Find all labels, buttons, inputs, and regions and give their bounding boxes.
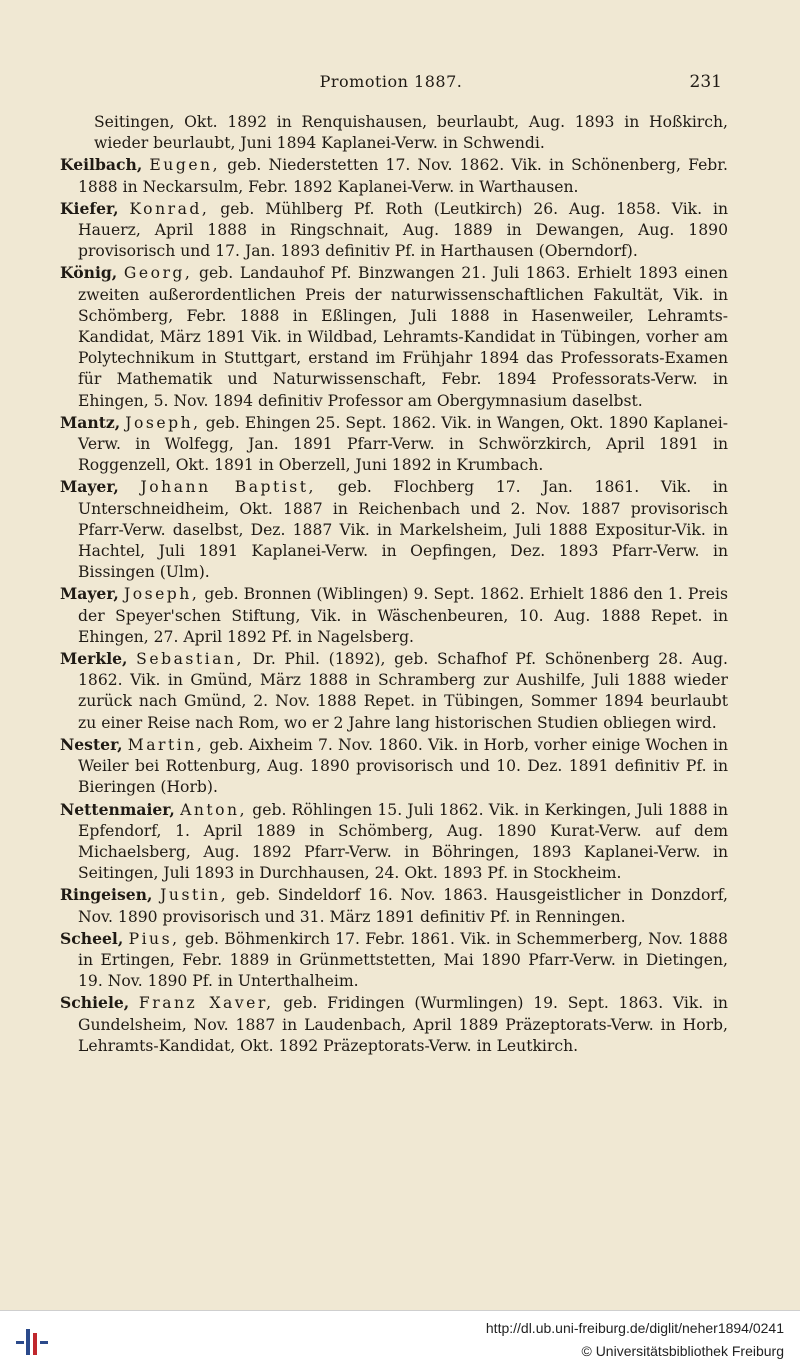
entry-continuation bbox=[60, 112, 728, 154]
entry-given-name: Joseph, bbox=[125, 413, 201, 432]
entry-given-name: Pius, bbox=[128, 929, 180, 948]
entry-surname: Nettenmaier, bbox=[60, 799, 175, 819]
entry-text: geb. Mühlberg Pf. Roth (Leutkirch) 26. Aug. 1858. Vik. in Hauerz, April 1888 in Ringschnait, Aug. 1889 in Dewangen, Aug. 1890 provisorisch und 17. Jan. 1893 definitiv Pf. in Harthausen (Oberndorf). bbox=[78, 199, 729, 261]
register-entries bbox=[60, 112, 728, 1057]
entry-surname: König, bbox=[60, 263, 118, 283]
entry-kiefer bbox=[60, 198, 728, 263]
entry-koenig bbox=[60, 262, 728, 411]
entry-given-name: Franz Xaver, bbox=[138, 994, 274, 1013]
library-logo-icon[interactable] bbox=[14, 1323, 50, 1359]
entry-nettenmaier bbox=[60, 799, 728, 885]
entry-schiele bbox=[60, 992, 728, 1057]
entry-text: geb. Böhmenkirch 17. Febr. 1861. Vik. in Schemmerberg, Nov. 1888 in Ertingen, Febr. 1889 in Grünmettstetten, Mai 1890 Pfarr-Verw. in Dietingen, 19. Nov. 1890 Pf. in Unterthalheim. bbox=[78, 929, 728, 991]
entry-given-name: Johann Baptist, bbox=[140, 478, 317, 497]
entry-given-name: Konrad, bbox=[129, 199, 210, 218]
entry-given-name: Joseph, bbox=[123, 585, 200, 604]
entry-text: geb. Fridingen (Wurmlingen) 19. Sept. 1863. Vik. in Gundelsheim, Nov. 1887 in Laudenbach, April 1889 Präzeptorats-Verw. in Horb, Lehramts-Kandidat, Okt. 1892 Präzeptorats-Verw. in Leutkirch. bbox=[78, 994, 728, 1055]
entry-text: geb. Röhlingen 15. Juli 1862. Vik. in Kerkingen, Juli 1888 in Epfendorf, 1. April 1889 in Schömberg, Aug. 1890 Kurat-Verw. auf dem Michaelsberg, Aug. 1892 Pfarr-Verw. in Böhringen, 1893 Kaplanei-Verw. in Seitingen, Juli 1893 in Durchhausen, 24. Okt. 1893 Pf. in Stockheim. bbox=[78, 800, 728, 883]
entry-surname: Schiele, bbox=[60, 993, 130, 1013]
entry-surname: Kiefer, bbox=[60, 198, 119, 218]
entry-text: Dr. Phil. (1892), geb. Schafhof Pf. Schönenberg 28. Aug. 1862. Vik. in Gmünd, März 1888 in Schramberg zur Aushilfe, Juli 1888 wieder zurück nach Gmünd, 2. Nov. 1888 Repet. in Tübingen, Sommer 1894 beurlaubt zu einer Reise nach Rom, wo er 2 Jahre lang historischen Studien obliegen wird. bbox=[78, 650, 728, 732]
entry-surname: Ringeisen, bbox=[60, 885, 153, 905]
source-url-link[interactable]: http://dl.ub.uni-freiburg.de/diglit/neher1894/0241 bbox=[485, 1320, 784, 1336]
entry-surname: Mantz, bbox=[60, 412, 121, 432]
entry-surname: Mayer, bbox=[60, 477, 119, 497]
entry-text: geb. Niederstetten 17. Nov. 1862. Vik. in Schönenberg, Febr. 1888 in Neckarsulm, Febr. 1892 Kaplanei-Verw. in Warthausen. bbox=[78, 156, 728, 196]
entry-surname: Scheel, bbox=[60, 928, 124, 948]
entry-given-name: Anton, bbox=[180, 800, 248, 819]
entry-given-name: Martin, bbox=[127, 735, 205, 754]
page-number: 231 bbox=[689, 72, 722, 92]
entry-text: geb. Sindeldorf 16. Nov. 1863. Hausgeistlicher in Donzdorf, Nov. 1890 provisorisch und 31. März 1891 definitiv Pf. in Renningen. bbox=[78, 886, 728, 926]
entry-text: geb. Landauhof Pf. Binzwangen 21. Juli 1863. Erhielt 1893 einen zweiten außerordentlichen Preis der naturwissenschaftlichen Fakultät, Vik. in Schömberg, Febr. 1888 in Eßlingen, Juli 1888 in Hasenweiler, Lehramts-Kandidat, März 1891 Vik. in Wildbad, Lehramts-Kandidat in Tübingen, vorher am Polytechnikum in Stuttgart, erstand im Frühjahr 1894 das Professorats-Examen für Mathematik und Naturwissenschaft, Febr. 1894 Professorats-Verw. in Ehingen, 5. Nov. 1894 definitiv Professor am Obergymnasium daselbst. bbox=[78, 264, 728, 410]
copyright-notice: © Universitätsbibliothek Freiburg bbox=[581, 1343, 784, 1359]
entry-scheel bbox=[60, 928, 728, 993]
entry-text: geb. Flochberg 17. Jan. 1861. Vik. in Unterschneidheim, Okt. 1887 in Reichenbach und 2. Nov. 1887 provisorisch Pfarr-Verw. daselbst, Dez. 1887 Vik. in Markelsheim, Juli 1888 Expositur-Vik. in Hachtel, Juli 1891 Kaplanei-Verw. in Oepfingen, Dez. 1893 Pfarr-Verw. in Bissingen (Ulm). bbox=[78, 478, 728, 582]
entry-surname: Mayer, bbox=[60, 584, 119, 604]
entry-mantz bbox=[60, 412, 728, 477]
entry-given-name: Eugen, bbox=[149, 156, 221, 175]
viewer-footer bbox=[0, 1310, 800, 1370]
entry-surname: Nester, bbox=[60, 734, 123, 754]
entry-given-name: Sebastian, bbox=[136, 650, 244, 669]
entry-mayer-joseph bbox=[60, 583, 728, 648]
entry-ringeisen bbox=[60, 884, 728, 927]
entry-nester bbox=[60, 734, 728, 799]
entry-text: Seitingen, Okt. 1892 in Renquishausen, beurlaubt, Aug. 1893 in Hoßkirch, wieder beurlaubt, Juni 1894 Kaplanei-Verw. in Schwendi. bbox=[94, 113, 728, 153]
running-head: Promotion 1887. bbox=[319, 72, 463, 91]
entry-keilbach bbox=[60, 154, 728, 197]
entry-mayer-johann bbox=[60, 476, 728, 583]
entry-given-name: Georg, bbox=[123, 264, 193, 283]
entry-text: geb. Bronnen (Wiblingen) 9. Sept. 1862. Erhielt 1886 den 1. Preis der Speyer'schen Stiftung, Vik. in Wäschenbeuren, 10. Aug. 1888 Repet. in Ehingen, 27. April 1892 Pf. in Nagelsberg. bbox=[78, 585, 728, 646]
entry-text: geb. Aixheim 7. Nov. 1860. Vik. in Horb, vorher einige Wochen in Weiler bei Rottenburg, Aug. 1890 provisorisch und 10. Dez. 1891 definitiv Pf. in Bieringen (Horb). bbox=[78, 735, 728, 797]
entry-given-name: Justin, bbox=[160, 886, 229, 905]
page-header bbox=[60, 72, 722, 100]
entry-surname: Merkle, bbox=[60, 649, 128, 669]
entry-surname: Keilbach, bbox=[60, 155, 143, 175]
entry-text: geb. Ehingen 25. Sept. 1862. Vik. in Wangen, Okt. 1890 Kaplanei-Verw. in Wolfegg, Jan. 1891 Pfarr-Verw. in Schwörzkirch, April 1891 in Roggenzell, Okt. 1891 in Oberzell, Juni 1892 in Krumbach. bbox=[78, 413, 728, 475]
entry-merkle bbox=[60, 648, 728, 734]
